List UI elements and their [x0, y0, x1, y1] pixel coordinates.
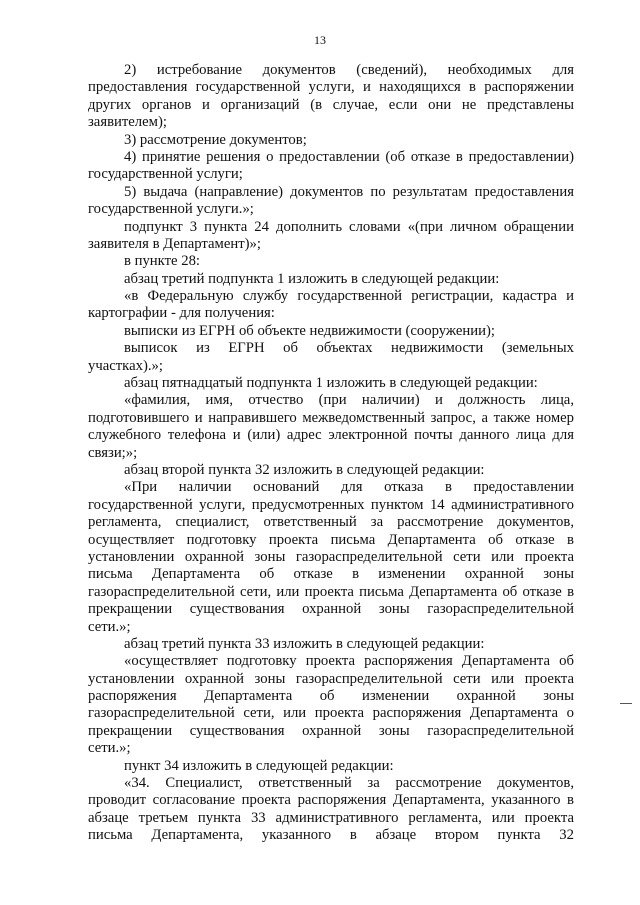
text-line: установлении охранной зоны газораспределительной сети или проекта: [88, 548, 574, 565]
text-line: заявителя в Департамент)»;: [88, 235, 261, 252]
text-line: подготовившего и направившего межведомственный запрос, а также номер: [88, 409, 574, 426]
text-line: выписки из ЕГРН об объекте недвижимости (сооружении);: [124, 322, 495, 339]
text-line: абзац третий пункта 33 изложить в следующей редакции:: [124, 635, 485, 652]
text-line: служебного телефона и (или) адрес электронной почты данного лица для: [88, 427, 574, 444]
text-line: участках).»;: [88, 357, 163, 374]
text-line: 5) выдача (направление) документов по результатам предоставления: [124, 183, 574, 200]
text-line: «При наличии оснований для отказа в предоставлении: [124, 479, 574, 496]
text-line: 2) истребование документов (сведений), необходимых для: [124, 62, 574, 78]
document-body: [88, 62, 574, 845]
text-line: абзаце третьем пункта 33 административного регламента, или проекта: [88, 809, 574, 826]
text-line: прекращении существования охранной зоны газораспределительной: [88, 601, 574, 618]
text-line: 4) принятие решения о предоставлении (об отказе в предоставлении): [124, 148, 574, 165]
text-line: государственной услуги;: [88, 166, 243, 183]
text-line: газораспределительной сети, или проекта письма Департамента об отказе в: [88, 583, 574, 600]
text-line: абзац пятнадцатый подпункта 1 изложить в следующей редакции:: [124, 375, 538, 392]
text-line: «в Федеральную службу государственной регистрации, кадастра и: [124, 288, 574, 305]
text-line: в пункте 28:: [124, 253, 200, 270]
text-line: регламента, специалист, ответственный за рассмотрение документов,: [88, 514, 574, 531]
text-line: прекращении существования охранной зоны газораспределительной: [88, 722, 574, 739]
text-line: газораспределительной сети, или проекта распоряжения Департамента о: [88, 705, 574, 722]
text-line: «фамилия, имя, отчество (при наличии) и должность лица,: [124, 392, 574, 409]
text-line: распоряжения Департамента об изменении охранной зоны: [88, 688, 574, 705]
page-number: 13: [314, 33, 326, 47]
text-line: государственной услуги, предусмотренных пунктом 14 административного: [88, 496, 574, 513]
text-line: пункт 34 изложить в следующей редакции:: [124, 757, 394, 774]
text-line: заявителем);: [88, 114, 167, 131]
text-line: сети.»;: [88, 740, 131, 757]
text-line: подпункт 3 пункта 24 дополнить словами «(при личном обращении: [124, 218, 574, 235]
text-line: выписок из ЕГРН об объектах недвижимости (земельных: [124, 340, 574, 357]
text-line: установлении охранной зоны газораспределительной сети или проекта: [88, 670, 574, 687]
text-line: проводит согласование проекта распоряжения Департамента, указанного в: [88, 792, 574, 809]
text-line: государственной услуги.»;: [88, 201, 254, 218]
text-line: абзац второй пункта 32 изложить в следующей редакции:: [124, 461, 485, 478]
text-line: осуществляет подготовку проекта письма Департамента об отказе в: [88, 531, 574, 548]
text-line: других органов и организаций (в случае, если они не представлены: [88, 96, 574, 113]
text-line: «34. Специалист, ответственный за рассмотрение документов,: [124, 775, 574, 792]
text-line: предоставления государственной услуги, и находящихся в распоряжении: [88, 79, 574, 96]
text-line: абзац третий подпункта 1 изложить в следующей редакции:: [124, 270, 500, 287]
text-line: «осуществляет подготовку проекта распоряжения Департамента об: [124, 653, 574, 670]
margin-mark: [620, 703, 632, 704]
text-line: письма Департамента об отказе в изменении охранной зоны: [88, 566, 574, 583]
text-line: письма Департамента, указанного в абзаце втором пункта 32: [88, 827, 574, 844]
text-line: сети.»;: [88, 618, 131, 635]
text-line: картографии - для получения:: [88, 305, 275, 322]
text-line: связи;»;: [88, 444, 138, 461]
text-line: 3) рассмотрение документов;: [124, 131, 307, 148]
